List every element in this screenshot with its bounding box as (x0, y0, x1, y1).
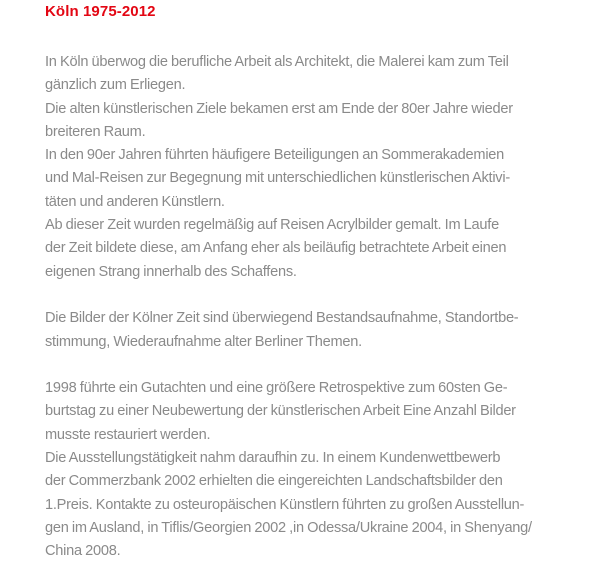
section-title: Köln 1975-2012 (45, 3, 156, 20)
text-line: China 2008. (45, 543, 121, 560)
text-line: breiteren Raum. (45, 123, 146, 140)
text-line: der Zeit bildete diese, am Anfang eher als beiläufig betrachtete Arbeit einen (45, 240, 507, 257)
text-line: Die alten künstlerischen Ziele bekamen erst am Ende der 80er Jahre wieder (45, 100, 513, 117)
text-line: Die Bilder der Kölner Zeit sind überwiegend Bestandsaufnahme, Standortbe- (45, 310, 519, 327)
text-line: und Mal-Reisen zur Begegnung mit unterschiedlichen künstlerischen Aktivi- (45, 170, 510, 187)
text-line: burtstag zu einer Neubewertung der künstlerischen Arbeit Eine Anzahl Bilder (45, 403, 516, 420)
text-line: eigenen Strang innerhalb des Schaffens. (45, 263, 297, 280)
paragraph-cologne-paintings (45, 307, 600, 354)
text-line: gänzlich zum Erliegen. (45, 77, 186, 94)
text-line: 1998 führte ein Gutachten und eine größere Retrospektive zum 60sten Ge- (45, 380, 508, 397)
text-line: Ab dieser Zeit wurden regelmäßig auf Reisen Acrylbilder gemalt. Im Laufe (45, 217, 499, 234)
paragraph-exhibitions (45, 377, 600, 563)
text-line: der Commerzbank 2002 erhielten die eingereichten Landschaftsbilder den (45, 473, 503, 490)
paragraph-spacer (45, 354, 600, 377)
paragraph-cologne-architecture (45, 51, 600, 284)
text-line: In den 90er Jahren führten häufigere Beteiligungen an Sommerakademien (45, 147, 505, 164)
text-line: stimmung, Wiederaufnahme alter Berliner Themen. (45, 333, 362, 350)
paragraph-spacer (45, 284, 600, 307)
text-line: gen im Ausland, in Tiflis/Georgien 2002 ,in Odessa/Ukraine 2004, in Shenyang/ (45, 519, 532, 536)
text-line: täten und anderen Künstlern. (45, 193, 225, 210)
text-line: Die Ausstellungstätigkeit nahm daraufhin zu. In einem Kundenwettbewerb (45, 450, 501, 467)
text-line: 1.Preis. Kontakte zu osteuropäischen Künstlern führten zu großen Ausstellun- (45, 496, 525, 513)
biography-text (45, 51, 600, 564)
text-line: musste restauriert werden. (45, 426, 211, 443)
text-line: In Köln überwog die berufliche Arbeit als Architekt, die Malerei kam zum Teil (45, 54, 509, 70)
